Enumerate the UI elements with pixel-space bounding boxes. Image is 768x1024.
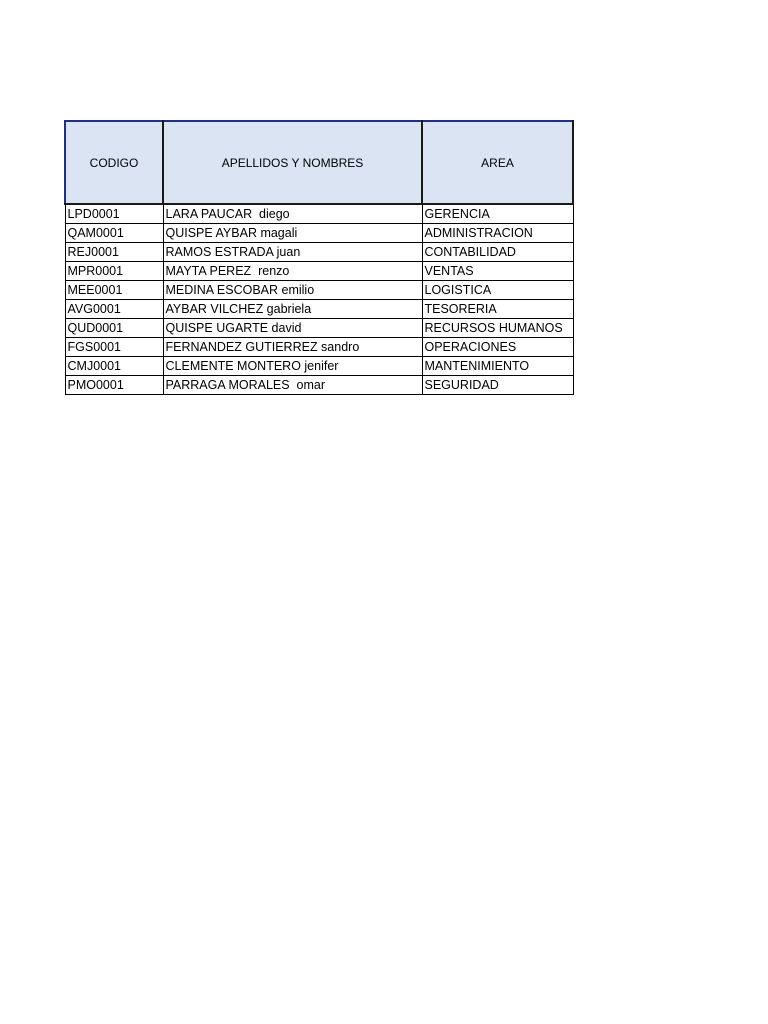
table-row <box>65 224 573 243</box>
cell-codigo[interactable]: FGS0001 <box>65 338 163 357</box>
cell-nombre[interactable]: MAYTA PEREZ renzo <box>163 262 422 281</box>
cell-nombre[interactable]: QUISPE AYBAR magali <box>163 224 422 243</box>
cell-area[interactable]: RECURSOS HUMANOS <box>422 319 573 338</box>
cell-area[interactable]: SEGURIDAD <box>422 376 573 395</box>
cell-nombre[interactable]: QUISPE UGARTE david <box>163 319 422 338</box>
cell-nombre[interactable]: PARRAGA MORALES omar <box>163 376 422 395</box>
table-header-row <box>65 121 573 204</box>
table-row <box>65 376 573 395</box>
table-row <box>65 300 573 319</box>
table-body <box>65 204 573 395</box>
cell-nombre[interactable]: RAMOS ESTRADA juan <box>163 243 422 262</box>
column-header-codigo: CODIGO <box>65 121 163 204</box>
cell-area[interactable]: OPERACIONES <box>422 338 573 357</box>
cell-nombre[interactable]: MEDINA ESCOBAR emilio <box>163 281 422 300</box>
cell-codigo[interactable]: MEE0001 <box>65 281 163 300</box>
cell-nombre[interactable]: LARA PAUCAR diego <box>163 204 422 224</box>
cell-codigo[interactable]: CMJ0001 <box>65 357 163 376</box>
table-row <box>65 204 573 224</box>
table-row <box>65 357 573 376</box>
cell-nombre[interactable]: AYBAR VILCHEZ gabriela <box>163 300 422 319</box>
employee-table <box>64 120 574 395</box>
table-row <box>65 281 573 300</box>
cell-codigo[interactable]: QAM0001 <box>65 224 163 243</box>
column-header-apellidos-nombres: APELLIDOS Y NOMBRES <box>163 121 422 204</box>
cell-codigo[interactable]: PMO0001 <box>65 376 163 395</box>
cell-codigo[interactable]: QUD0001 <box>65 319 163 338</box>
cell-area[interactable]: LOGISTICA <box>422 281 573 300</box>
cell-codigo[interactable]: LPD0001 <box>65 204 163 224</box>
cell-area[interactable]: CONTABILIDAD <box>422 243 573 262</box>
table-row <box>65 262 573 281</box>
cell-area[interactable]: ADMINISTRACION <box>422 224 573 243</box>
table-row <box>65 338 573 357</box>
cell-nombre[interactable]: CLEMENTE MONTERO jenifer <box>163 357 422 376</box>
cell-codigo[interactable]: AVG0001 <box>65 300 163 319</box>
cell-codigo[interactable]: REJ0001 <box>65 243 163 262</box>
column-header-area: AREA <box>422 121 573 204</box>
cell-codigo[interactable]: MPR0001 <box>65 262 163 281</box>
cell-area[interactable]: VENTAS <box>422 262 573 281</box>
cell-area[interactable]: MANTENIMIENTO <box>422 357 573 376</box>
cell-area[interactable]: TESORERIA <box>422 300 573 319</box>
table-row <box>65 319 573 338</box>
table-row <box>65 243 573 262</box>
cell-area[interactable]: GERENCIA <box>422 204 573 224</box>
cell-nombre[interactable]: FERNANDEZ GUTIERREZ sandro <box>163 338 422 357</box>
